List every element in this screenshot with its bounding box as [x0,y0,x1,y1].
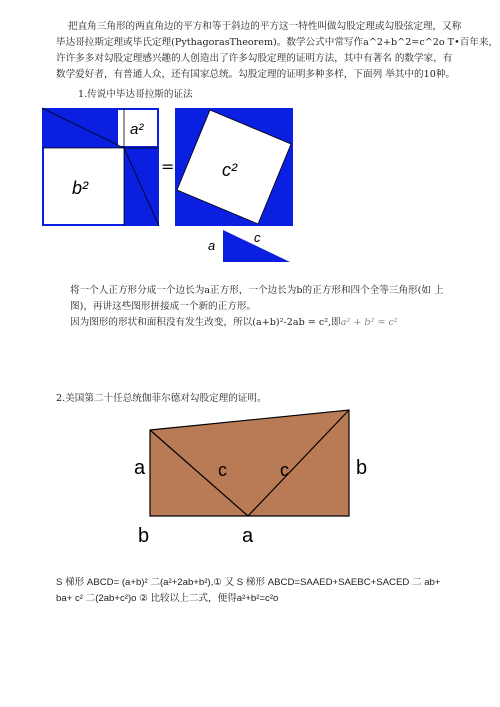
section2-formula-2: ba+ c² 二(2ab+c²)o ② 比较以上二式，便得a²+b²=c²o [56,593,279,604]
section1-desc-1: 将一个人正方形分成一个边长为a正方形，一个边长为b的正方形和四个全等三角形(如 上 [70,285,444,296]
section1-desc-2: 图)，再讲这些图形拼接成一个新的正方形。 [70,301,257,312]
intro-line-4: 数学爱好者，有普通人众，还有国家总统。勾股定理的证明多种多样，下面列 举其中的10种。 [56,69,456,80]
label-a-bottom: a [242,525,254,547]
label-a-left: a [134,457,146,479]
intro-line-3: 许许多多对勾股定理感兴趣的人创造出了许多勾股定理的证明方法，其中有著名 的数学家，有 [56,53,453,64]
intro-line-1: 把直角三角形的两直角边的平方和等于斜边的平方这一特性叫做勾股定理或勾股弦定理，又称 [68,21,462,32]
trapezoid [150,410,349,516]
garfield-figure [130,408,390,548]
a2-label: a² [130,121,144,138]
label-b-bottom: b [138,525,150,547]
tri-c-label: c [254,230,261,245]
b2-label: b² [72,178,89,198]
section2-heading: 2.美国第二十任总统伽菲尔德对勾股定理的证明。 [56,393,267,404]
label-b-right: b [356,457,368,479]
section1-desc-3 [70,316,398,330]
section1-desc-3-formula: a² + b² = c² [340,317,398,328]
intro-line-2: 毕达哥拉斯定理或毕氏定理(PythagorasTheorem)。数学公式中常写作a^2+b^2=c^2o T•百年来， [56,37,499,48]
c2-label: c² [222,160,237,180]
tri-a-label: a [208,238,216,253]
pythagoras-figure [40,106,300,266]
section1-heading: 1.传说中毕达哥拉斯的证法 [78,89,193,100]
label-c-left: c [218,460,227,480]
label-c-right: c [280,460,289,480]
section2-formula-1: S 梯形 ABCD= (a+b)² 二(a²+2ab+b²),① 又 S 梯形 ABCD=SAAED+SAEBC+SACED 二 ab+ [56,577,441,588]
equals-sign: = [161,157,175,176]
section1-desc-3-text: 因为图形的形状和面积没有发生改变，所以(a+b)²-2ab = c²,即 [70,317,341,328]
